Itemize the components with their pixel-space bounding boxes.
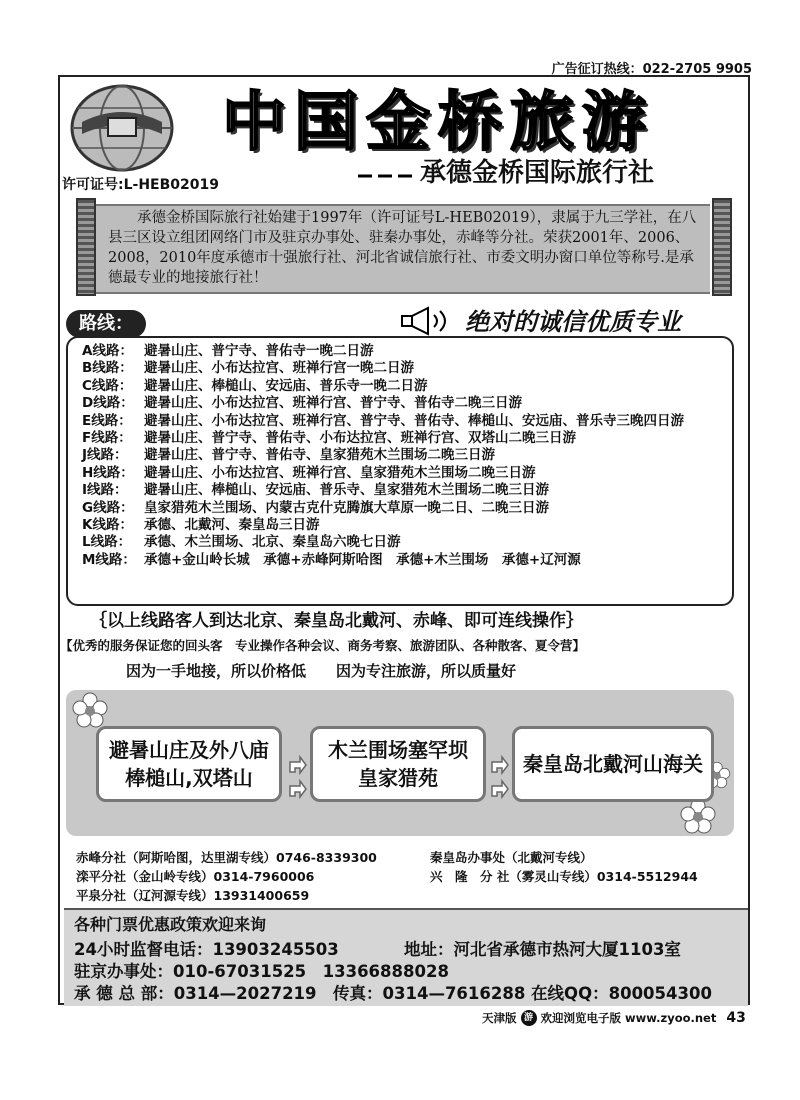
slogan: 绝对的诚信优质专业 — [465, 308, 681, 336]
route-item — [82, 378, 732, 395]
route-item — [82, 395, 732, 412]
route-code: L线路： — [82, 534, 132, 551]
branch-item: 兴 隆 分 社（雾灵山专线）0314-5512944 — [430, 869, 698, 884]
license-number: 许可证号:L-HEB02019 — [62, 177, 219, 193]
scroll-rod-right — [712, 198, 732, 296]
route-description: 避暑山庄、小布达拉宫、班禅行宫、皇家猎苑木兰围场二晚三日游 — [144, 464, 536, 481]
branches-right — [430, 848, 698, 886]
route-description: 皇家猎苑木兰围场、内蒙古克什克腾旗大草原一晚二日、二晚三日游 — [144, 499, 549, 516]
route-code: D线路： — [82, 395, 134, 412]
route-item — [82, 343, 732, 360]
supervision-hotline: 24小时监督电话：13903245503 — [74, 940, 339, 959]
route-description: 避暑山庄、棒槌山、安远庙、普乐寺、皇家猎苑木兰围场二晚三日游 — [144, 482, 549, 499]
branch-item: 赤峰分社（阿斯哈图，达里湖专线）0746-8339300 — [76, 850, 377, 865]
route-description: 避暑山庄、小布达拉宫、班禅行宫一晚二日游 — [144, 360, 414, 377]
value-note: 因为一手地接，所以价格低 因为专注旅游，所以质量好 — [126, 662, 517, 680]
route-code: F线路： — [82, 430, 132, 447]
connect-note: ｛以上线路客人到达北京、秦皇岛北戴河、赤峰、即可连线操作｝ — [90, 611, 583, 631]
route-item — [82, 500, 732, 517]
destination-line: 避暑山庄及外八庙 — [109, 738, 269, 762]
scroll-rod-left — [76, 198, 96, 296]
branch-item: 滦平分社（金山岭专线）0314-7960006 — [76, 869, 315, 884]
website-note: 欢迎浏览电子版 www.zyoo.net — [540, 1011, 717, 1025]
subtitle-dashes — [358, 168, 414, 182]
page-number: 43 — [726, 1010, 746, 1026]
speaker-icon — [400, 306, 458, 336]
route-item — [82, 430, 732, 447]
route-code: E线路： — [82, 412, 132, 429]
brand-title: 中国金桥旅游 — [222, 86, 654, 160]
arrow-icon — [286, 754, 308, 776]
route-code: C线路： — [82, 377, 133, 394]
destination-line: 棒槌山,双塔山 — [125, 766, 253, 790]
route-item — [82, 465, 732, 482]
route-description: 承德+金山岭长城 承德+赤峰阿斯哈图 承德+木兰围场 承德+辽河源 — [144, 551, 581, 568]
branch-item: 秦皇岛办事处（北戴河专线） — [430, 850, 593, 865]
branches-left — [76, 848, 377, 905]
flower-icon — [678, 796, 718, 836]
route-description: 避暑山庄、小布达拉宫、班禅行宫、普宁寺、普佑寺、棒槌山、安远庙、普乐寺三晚四日游 — [144, 412, 684, 429]
route-code: I线路： — [82, 482, 128, 499]
route-code: M线路： — [82, 551, 136, 568]
destination-line: 木兰围场塞罕坝 — [328, 738, 468, 762]
route-item — [82, 517, 732, 534]
address: 地址：河北省承德市热河大厦1103室 — [404, 940, 681, 959]
beijing-office: 驻京办事处：010-67031525 13366888028 — [74, 962, 449, 981]
route-code: K线路： — [82, 517, 133, 534]
route-description: 避暑山庄、普宁寺、普佑寺、小布达拉宫、班禅行宫、双塔山二晚三日游 — [144, 430, 576, 447]
route-description: 避暑山庄、普宁寺、普佑寺一晚二日游 — [144, 343, 374, 359]
destination-card-qinhuangdao — [512, 726, 714, 802]
page-footer — [482, 1010, 746, 1026]
route-item — [82, 552, 732, 569]
destination-line: 秦皇岛北戴河山海关 — [523, 752, 703, 776]
route-code: H线路： — [82, 464, 134, 481]
flower-icon — [70, 690, 110, 730]
route-description: 避暑山庄、小布达拉宫、班禅行宫、普宁寺、普佑寺二晚三日游 — [144, 395, 522, 412]
destination-line: 皇家猎苑 — [358, 766, 438, 790]
branch-item: 平泉分社（辽河源专线）13931400659 — [76, 888, 310, 903]
route-code: J线路： — [82, 447, 128, 464]
brand-subtitle: 承德金桥国际旅行社 — [420, 158, 655, 188]
globe-logo-icon — [68, 82, 176, 174]
route-code: B线路： — [82, 360, 133, 377]
route-description: 承德、北戴河、秦皇岛三日游 — [144, 517, 320, 534]
destination-card-chengde — [96, 726, 282, 802]
headquarters-contact: 承 德 总 部：0314—2027219 传真：0314—7616288 在线QQ：800054300 — [74, 984, 712, 1003]
destination-card-mulan — [310, 726, 486, 802]
route-code: G线路： — [82, 499, 134, 516]
travel-badge-icon: 游 — [521, 1010, 537, 1026]
services-note: 【优秀的服务保证您的回头客 专业操作各种会议、商务考察、旅游团队、各种散客、夏令营】 — [60, 638, 586, 653]
route-item — [82, 360, 732, 377]
contact-section — [64, 908, 748, 1006]
arrow-icon — [488, 778, 510, 800]
route-item — [82, 447, 732, 464]
edition-label: 天津版 — [482, 1011, 517, 1025]
route-description: 避暑山庄、棒槌山、安远庙、普乐寺一晚二日游 — [144, 377, 428, 394]
route-item — [82, 413, 732, 430]
route-description: 承德、木兰围场、北京、秦皇岛六晚七日游 — [144, 534, 401, 551]
route-item — [82, 534, 732, 551]
routes-label: 路线： — [66, 310, 146, 338]
route-code: A线路： — [82, 343, 133, 359]
arrow-icon — [286, 778, 308, 800]
company-intro: 承德金桥国际旅行社始建于1997年（许可证号L-HEB02019），隶属于九三学社，在八县三区设立组团网络门市及驻京办事处、驻秦办事处，赤峰等分社。荣获2001年、2006、2008，2010年度承德市十强旅行社、河北省诚信旅行社、市委文明办窗口单位等称号.是承德最专业的地接旅行社！ — [108, 210, 697, 286]
route-description: 避暑山庄、普宁寺、普佑寺、皇家猎苑木兰围场二晚三日游 — [144, 447, 495, 464]
routes-list — [82, 343, 732, 569]
tickets-note: 各种门票优惠政策欢迎来询 — [74, 915, 267, 934]
ad-hotline: 广告征订热线：022-2705 9905 — [551, 62, 752, 77]
arrow-icon — [488, 754, 510, 776]
route-item — [82, 482, 732, 499]
